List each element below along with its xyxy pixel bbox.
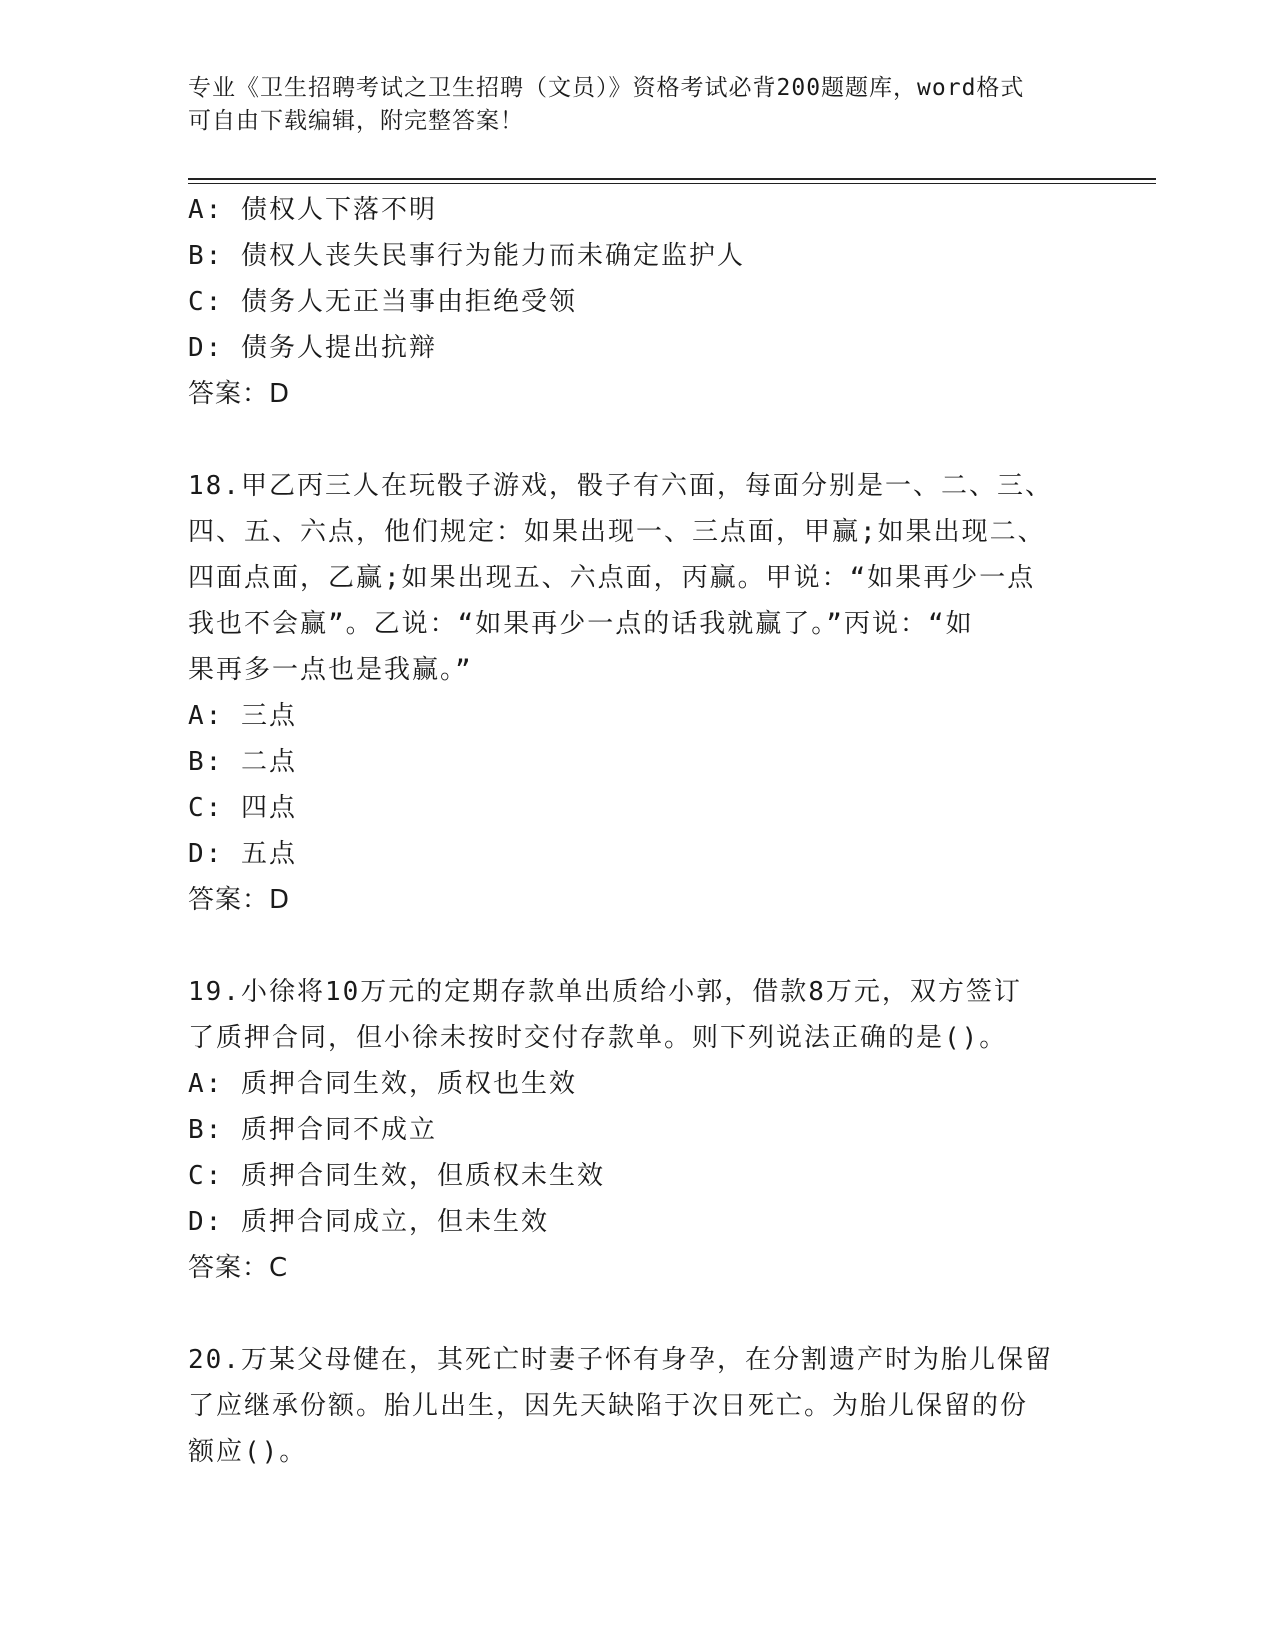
- stem-line: 了应继承份额。胎儿出生，因先天缺陷于次日死亡。为胎儿保留的份: [188, 1391, 1029, 1421]
- option-b: B: 二点: [188, 747, 297, 777]
- answer-line: 答案：D: [188, 885, 291, 915]
- question-list: [188, 187, 1088, 1475]
- stem-line: 四、五、六点，他们规定：如果出现一、三点面，甲赢;如果出现二、: [188, 517, 1046, 547]
- option-c: C: 质押合同生效，但质权未生效: [188, 1161, 605, 1191]
- option-a: A: 质押合同生效，质权也生效: [188, 1069, 577, 1099]
- question-20: [188, 1337, 1088, 1475]
- option-c: C: 债务人无正当事由拒绝受领: [188, 287, 577, 317]
- option-b: B: 债权人丧失民事行为能力而未确定监护人: [188, 241, 745, 271]
- document-header: [188, 72, 1088, 138]
- stem-line: 四面点面，乙赢;如果出现五、六点面，丙赢。甲说：“如果再少一点: [188, 563, 1036, 593]
- question-stem: [188, 463, 1088, 693]
- option-d: D: 质押合同成立，但未生效: [188, 1207, 549, 1237]
- header-title-line-2: 可自由下载编辑，附完整答案！: [188, 108, 524, 134]
- option-c: C: 四点: [188, 793, 297, 823]
- question-stem: [188, 969, 1088, 1061]
- stem-line: 19.小徐将10万元的定期存款单出质给小郭，借款8万元，双方签订: [188, 977, 1022, 1007]
- stem-line: 18.甲乙丙三人在玩骰子游戏，骰子有六面，每面分别是一、二、三、: [188, 471, 1053, 501]
- stem-line: 20.万某父母健在，其死亡时妻子怀有身孕，在分割遗产时为胎儿保留: [188, 1345, 1053, 1375]
- question-18: [188, 463, 1088, 923]
- answer-line: 答案：D: [188, 379, 291, 409]
- header-title-line-1: 专业《卫生招聘考试之卫生招聘（文员）》资格考试必背200题题库，word格式: [188, 75, 1025, 101]
- header-divider-thick: [188, 178, 1156, 180]
- stem-line: 了质押合同，但小徐未按时交付存款单。则下列说法正确的是()。: [188, 1023, 1008, 1053]
- question-17: [188, 187, 1088, 417]
- option-a: A: 三点: [188, 701, 297, 731]
- option-a: A: 债权人下落不明: [188, 195, 437, 225]
- answer-line: 答案：C: [188, 1253, 289, 1283]
- stem-line: 果再多一点也是我赢。”: [188, 655, 473, 685]
- question-19: [188, 969, 1088, 1291]
- option-b: B: 质押合同不成立: [188, 1115, 437, 1145]
- option-d: D: 债务人提出抗辩: [188, 333, 437, 363]
- stem-line: 额应()。: [188, 1437, 308, 1467]
- option-d: D: 五点: [188, 839, 297, 869]
- stem-line: 我也不会赢”。乙说：“如果再少一点的话我就赢了。”丙说：“如: [188, 609, 974, 639]
- header-divider-thin: [188, 183, 1156, 184]
- question-stem: [188, 1337, 1088, 1475]
